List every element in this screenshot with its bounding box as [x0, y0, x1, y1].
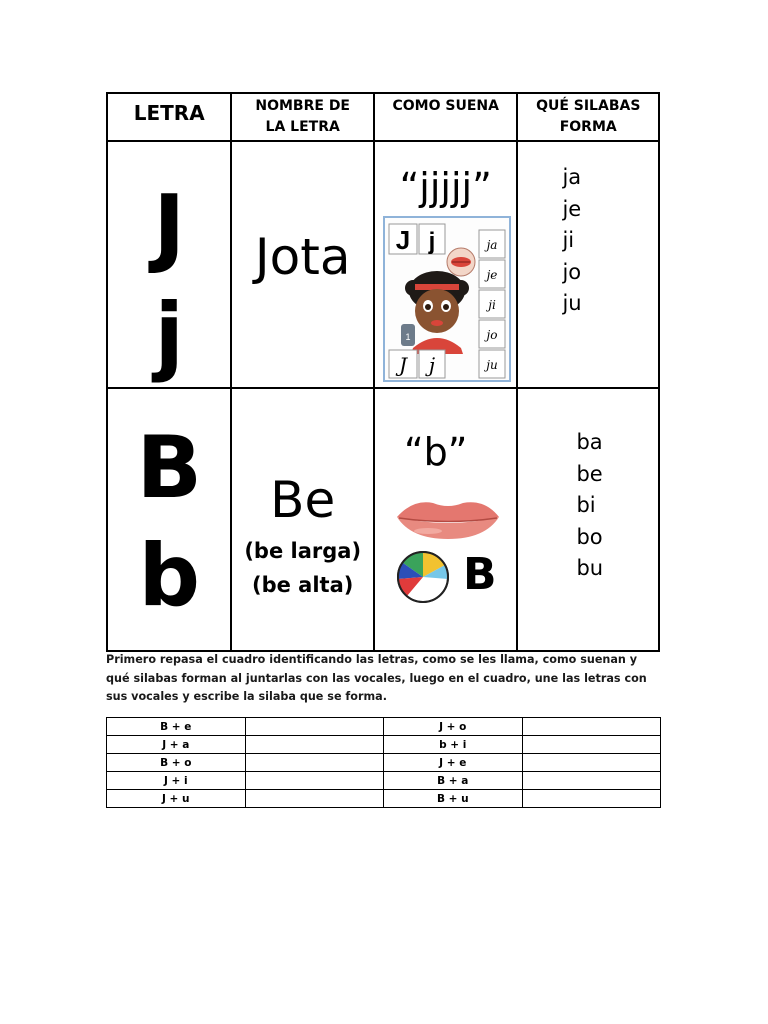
syllable-bu: bu: [576, 556, 604, 580]
exercise-answer-field[interactable]: [522, 754, 661, 772]
beach-ball-icon: [395, 549, 451, 605]
exercise-answer-field[interactable]: [245, 790, 384, 808]
header-como-suena: COMO SUENA: [374, 93, 518, 141]
syllable-ja: ja: [562, 165, 582, 189]
syllable-be: be: [576, 461, 603, 486]
letter-cell-j: [107, 141, 231, 388]
exercise-answer-field[interactable]: [522, 718, 661, 736]
exercise-prompt: J + i: [107, 772, 246, 790]
sound-text-j: “jjjjj”: [399, 165, 492, 209]
card-print-lower: j: [428, 228, 436, 255]
exercise-row: [107, 754, 661, 772]
syllable-ba: ba: [576, 430, 603, 454]
exercise-prompt: b + i: [384, 736, 523, 754]
exercise-answer-field[interactable]: [245, 736, 384, 754]
lips-icon: [393, 495, 503, 541]
card-cursive-ju: ju: [486, 358, 498, 372]
syllables-cell-j: [517, 141, 659, 388]
header-nombre: [231, 93, 374, 141]
letter-name-jota: Jota: [254, 228, 351, 286]
card-cursive-jo: jo: [486, 328, 498, 342]
exercise-answer-field[interactable]: [522, 772, 661, 790]
exercise-answer-field[interactable]: [522, 736, 661, 754]
syllable-bi: bi: [576, 493, 596, 517]
syllable-list-b: [576, 427, 603, 585]
exercise-prompt: J + u: [107, 790, 246, 808]
syllable-ji: ji: [562, 228, 575, 252]
sound-text-b: “b”: [403, 430, 468, 474]
letter-name-be-alta: (be alta): [252, 573, 354, 597]
header-silabas-text: QUÉ SILABAS FORMA: [536, 98, 641, 135]
header-row: [107, 93, 659, 141]
exercise-prompt: J + a: [107, 736, 246, 754]
row-letter-j: [107, 141, 659, 388]
lowercase-j: j: [154, 285, 184, 385]
name-cell-j: [231, 141, 374, 388]
syllable-ju: ju: [562, 291, 582, 315]
syllable-list-j: [562, 162, 581, 320]
syllable-bo: bo: [576, 524, 603, 549]
exercise-answer-field[interactable]: [522, 790, 661, 808]
sound-cell-j: [374, 141, 518, 388]
card-cursive-upper: J: [398, 353, 407, 377]
syllable-jo: jo: [562, 259, 582, 284]
uppercase-j: J: [153, 177, 186, 277]
name-cell-b: [231, 388, 374, 651]
card-cursive-lower: j: [428, 353, 436, 377]
sound-cell-b: [374, 388, 518, 651]
card-cursive-ja: ja: [486, 238, 498, 252]
jota-learning-card-image: [383, 216, 511, 382]
picture-letter-b: B: [462, 549, 497, 600]
letter-name-be: Be: [270, 471, 336, 529]
exercise-row: [107, 790, 661, 808]
letter-name-be-larga: (be larga): [244, 539, 362, 563]
exercise-row: [107, 772, 661, 790]
card-cursive-je: je: [486, 268, 498, 282]
exercise-answer-field[interactable]: [245, 772, 384, 790]
instructions-text: Primero repasa el cuadro identificando las letras, como se les llama, como suenan y qué silabas forman al juntarlas con las vocales, luego en el cuadro, une las letras con sus vocales y escribe la silaba que se forma.: [106, 653, 647, 703]
header-silabas: [517, 93, 659, 141]
exercise-row: [107, 736, 661, 754]
exercise-table: [106, 717, 661, 808]
svg-text:1: 1: [405, 332, 411, 342]
letters-table: [106, 92, 660, 652]
letter-cell-b: [107, 388, 231, 651]
exercise-prompt: J + o: [384, 718, 523, 736]
uppercase-b: B: [136, 418, 202, 518]
card-print-upper: J: [395, 225, 411, 255]
lowercase-b: b: [138, 526, 200, 626]
exercise-prompt: B + u: [384, 790, 523, 808]
header-letra: LETRA: [107, 93, 231, 141]
exercise-answer-field[interactable]: [245, 754, 384, 772]
syllables-cell-b: [517, 388, 659, 651]
header-nombre-text: NOMBRE DE LA LETRA: [255, 98, 350, 135]
card-cursive-ji: ji: [488, 298, 496, 312]
exercise-prompt: J + e: [384, 754, 523, 772]
exercise-answer-field[interactable]: [245, 718, 384, 736]
exercise-prompt: B + a: [384, 772, 523, 790]
row-letter-b: [107, 388, 659, 651]
exercise-prompt: B + o: [107, 754, 246, 772]
syllable-je: je: [562, 196, 582, 221]
exercise-row: [107, 718, 661, 736]
exercise-prompt: B + e: [107, 718, 246, 736]
